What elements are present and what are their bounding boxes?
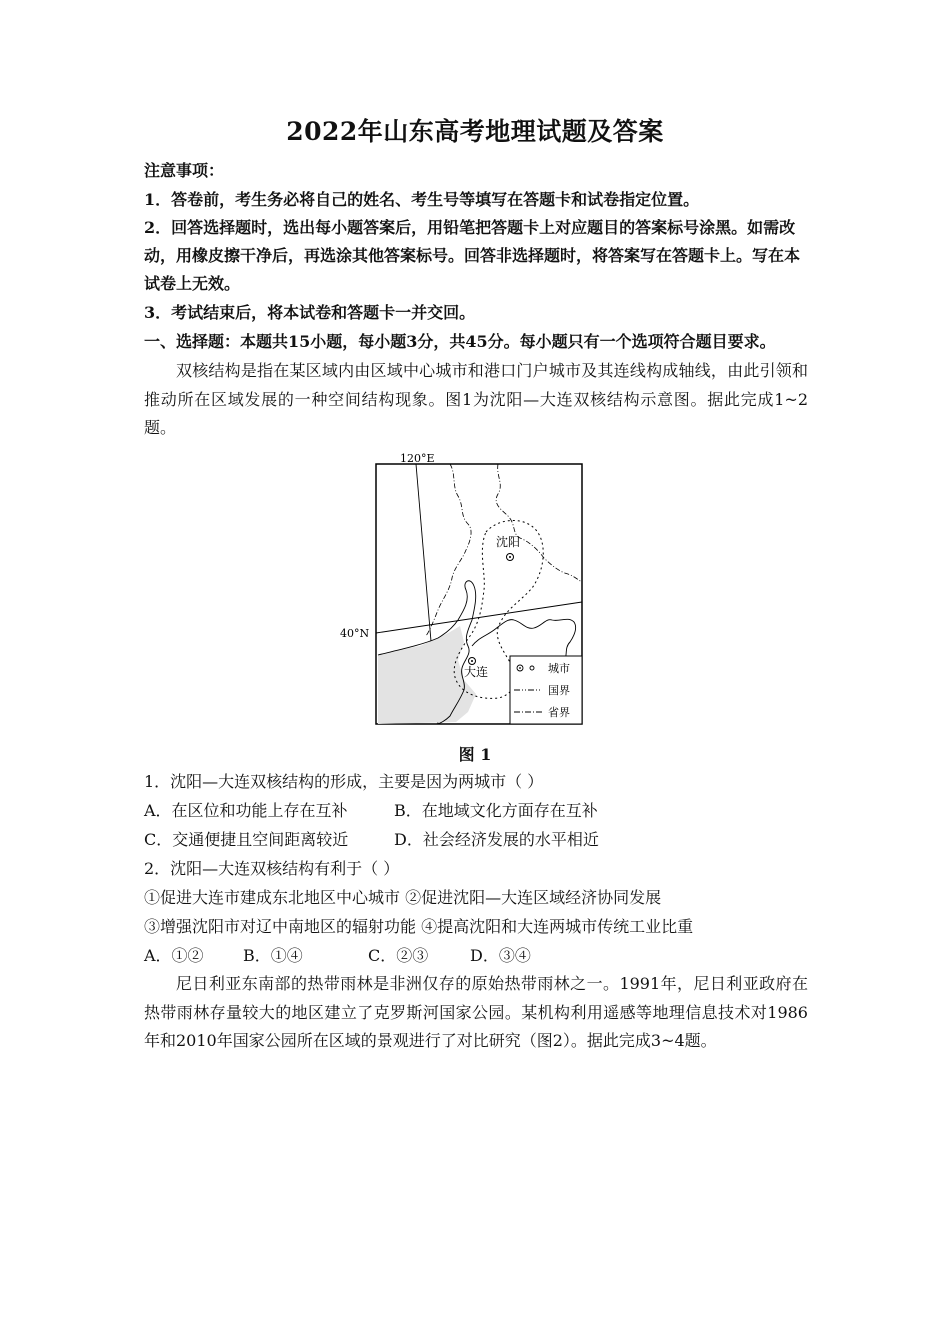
question-1-options-row-2	[144, 826, 599, 854]
dalian-label: 大连	[464, 665, 489, 679]
longitude-label: 120°E	[400, 452, 435, 465]
intro-paragraph-2: 尼日利亚东南部的热带雨林是非洲仅存的原始热带雨林之一。1991年，尼日利亚政府在热带雨林存量较大的地区建立了克罗斯河国家公园。某机构利用遥感等地理信息技术对1986年和2010年国家公园所在区域的景观进行了对比研究（图2）。据此完成3~4题。	[144, 974, 808, 1050]
shenyang-city-dot	[509, 556, 511, 558]
legend-city-label: 城市	[548, 662, 570, 675]
section-heading: 一、选择题：本题共15小题，每小题3分，共45分。每小题只有一个选项符合题目要求。	[144, 332, 776, 351]
q2-option-b: B．①④	[243, 946, 303, 965]
legend-national-label: 国界	[548, 684, 570, 697]
map-legend	[510, 656, 582, 724]
q1-option-a: A．在区位和功能上存在互补	[144, 801, 348, 820]
q2-option-d: D．③④	[470, 946, 531, 965]
q2-statement-2: ②促进沈阳—大连区域经济协同发展	[405, 888, 662, 907]
legend-provincial-label: 省界	[548, 706, 570, 719]
question-2-stem: 2．沈阳—大连双核结构有利于（ ）	[144, 859, 400, 878]
q2-option-c: C．②③	[368, 946, 429, 965]
latitude-label: 40°N	[340, 627, 370, 640]
notes-heading: 注意事项：	[144, 161, 225, 180]
question-1-options-row-1	[144, 797, 598, 825]
q2-statement-3: ③增强沈阳市对辽中南地区的辐射功能	[144, 917, 417, 936]
question-2-options	[144, 942, 531, 970]
question-2-statements-row-1	[144, 884, 661, 912]
figure-caption: 图 1	[458, 745, 492, 764]
q1-option-d: D．社会经济发展的水平相近	[394, 830, 599, 849]
question-1-stem: 1．沈阳—大连双核结构的形成，主要是因为两城市（ ）	[144, 772, 544, 791]
q1-option-c: C．交通便捷且空间距离较近	[144, 830, 349, 849]
q2-option-a: A．①②	[144, 946, 204, 965]
shaded-land	[378, 626, 476, 724]
note-item-2-line-1: 2．回答选择题时，选出每小题答案后，用铅笔把答题卡上对应题目的答案标号涂黑。如需改	[144, 218, 796, 237]
q1-option-b: B．在地域文化方面存在互补	[394, 801, 598, 820]
question-2-statements-row-2	[144, 913, 693, 941]
provincial-boundary-west	[426, 464, 471, 636]
shenyang-label: 沈阳	[496, 535, 521, 549]
note-item-1: 1．答卷前，考生务必将自己的姓名、考生号等填写在答题卡和试卷指定位置。	[144, 190, 700, 209]
intro-paragraph-1: 双核结构是指在某区域内由区域中心城市和港口门户城市及其连线构成轴线，由此引领和推动所在区域发展的一种空间结构现象。图1为沈阳—大连双核结构示意图。据此完成1~2题。	[144, 361, 808, 437]
note-item-2-line-3: 试卷上无效。	[144, 274, 241, 293]
page-title: 2022年山东高考地理试题及答案	[286, 117, 664, 146]
shenyang-dalian-map	[338, 450, 600, 740]
note-item-3: 3．考试结束后，将本试卷和答题卡一并交回。	[144, 303, 476, 322]
q2-statement-1: ①促进大连市建成东北地区中心城市	[144, 888, 401, 907]
q2-statement-4: ④提高沈阳和大连两城市传统工业比重	[421, 917, 694, 936]
provincial-boundary-north	[496, 464, 582, 582]
note-item-2-line-2: 动，用橡皮擦干净后，再选涂其他答案标号。回答非选择题时，将答案写在答题卡上。写在本	[144, 246, 801, 265]
dalian-city-dot	[471, 660, 473, 662]
